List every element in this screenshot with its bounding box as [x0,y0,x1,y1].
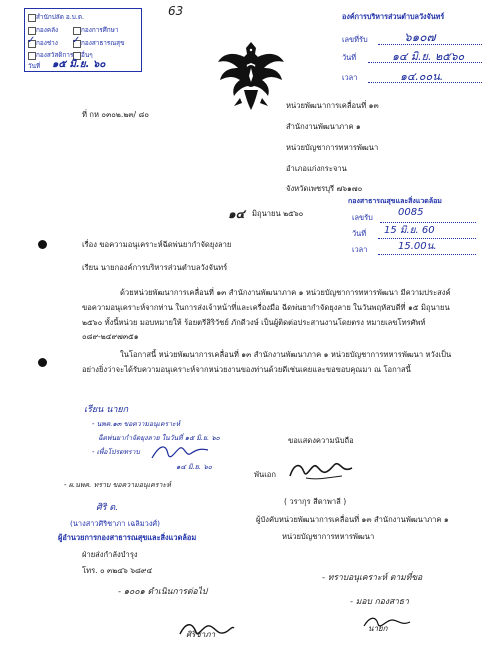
signatory-title-1: ผู้บังคับหน่วยพัฒนาการเคลื่อนที่ ๑๓ สำนักงานพัฒนาภาค ๑ [256,515,449,524]
date-rest: มิถุนายน ๒๕๖๐ [252,209,304,218]
routing-checkbox-5 [28,52,36,60]
dept-time-line [378,254,476,255]
signatory-name: ( วรากุร สีดาพาลี ) [284,497,347,506]
routing-checkmark-3: ✓ [27,35,36,46]
routing-checkbox-0 [28,14,36,22]
sender-line-5: จังหวัดเพชรบุรี ๗๖๑๗๐ [286,184,363,193]
margin-note-line-1: - นพค.๑๓ ขอความอนุเคราะห์ [92,420,181,428]
routing-checkbox-2 [73,27,81,35]
punch-hole-bottom [38,358,47,367]
signatory-signature [286,456,356,490]
dept-date-label: วันที่ [352,229,367,238]
margin-note-heading: เรียน นายก [84,405,129,415]
recipient-line: เรียน นายกองค์การบริหารส่วนตำบลวังจันทร์ [82,263,228,272]
receipt-time-label: เวลา [342,73,358,82]
receipt-time-value: ๑๔.๐๐น. [400,70,444,83]
sender-line-3: หน่วยบัญชาการทหารพัฒนา [286,143,379,152]
punch-hole-top [38,240,47,249]
lower-right-note-2: - มอบ กองสาธา [350,597,409,607]
dept-stamp-org: กองสาธารณสุขและสิ่งแวดล้อม [348,197,442,205]
dept-time-value: 15.00น. [398,241,437,252]
margin-note-line-2: ฉีดพ่นยากำจัดยุงลาย ในวันที่ ๑๕ มิ.ย. ๖๐ [98,434,220,442]
dept-number-label: เลขรับ [352,213,373,222]
margin-note-line-3: - เพื่อโปรดทราบ [92,448,140,456]
bottom-signature-right-mark [362,612,412,636]
routing-label-1: กองคลัง [36,26,59,34]
dept-date-value: 15 มิ.ย. 60 [384,225,435,236]
dept-time-label: เวลา [352,245,368,254]
body-paragraph-2: ในโอกาสนี้ หน่วยพัฒนาการเคลื่อนที่ ๑๓ สำนักงานพัฒนาภาค ๑ หน่วยบัญชาการทหารพัฒนา หวังเป็นอย่างยิ่งว่าจะได้รับความอนุเคราะห์จากหน่วยงานของท่านด้วยดีเช่นเคยและขอขอบคุณมา ณ โอกาสนี้ [82,350,452,374]
lower-left-signer: (นางสาวศิริชาภา เฉลิมวงศ์) [70,519,160,528]
garuda-emblem [216,38,286,112]
receipt-date-value: ๑๔ มิ.ย. ๒๕๖๐ [392,50,465,63]
routing-checkmark-4: ✓ [72,35,81,46]
receipt-number-value: ๖๑๐๗ [404,30,436,44]
lower-left-department: ฝ่ายส่งกำลังบำรุง [82,550,138,559]
corner-number: 63 [168,4,184,18]
routing-label-0: สำนักปลัด อ.บ.ต. [36,13,85,21]
document-number: ที่ กห ๐๓๐๒.๒๓/ ๘๐ [82,110,149,119]
margin-note-date: ๑๔ มิ.ย. ๖๐ [176,463,213,471]
bottom-note: - ๑๐๐๑ ดำเนินการต่อไป [118,587,208,597]
lower-left-phone: โทร. ๐ ๓๒๔๖ ๖๘๙๔ [82,566,153,575]
subject-line: เรื่อง ขอความอนุเคราะห์ฉีดพ่นยากำจัดยุงลาย [82,240,232,249]
lower-right-note-1: - ทราบอนุเคราะห์ ตามที่ขอ [322,573,423,583]
routing-label-5: กองสวัสดิการ [36,51,74,59]
lower-left-signer-title: ผู้อำนวยการกองสาธารณสุขและสิ่งแวดล้อม [58,533,197,542]
bottom-signature-left: ศิริชาภา [186,630,216,639]
routing-label-4: กองสาธารณสุข [81,39,125,47]
receipt-date-label: วันที่ [342,53,357,62]
routing-date-value: ๑๕ มิ.ย. ๖๐ [52,59,106,70]
date-day: ๑๔ [228,207,245,221]
sender-line-1: หน่วยพัฒนาการเคลื่อนที่ ๑๓ [286,101,379,110]
routing-checkbox-1 [28,27,36,35]
body-paragraph-1: ด้วยหน่วยพัฒนาการเคลื่อนที่ ๑๓ สำนักงานพัฒนาภาค ๑ หน่วยบัญชาการทหารพัฒนา มีความประสงค์ขอความอนุเคราะห์จากท่าน ในการส่งเจ้าหน้าที่และเครื่องมือ ฉีดพ่นยากำจัดยุงลาย ในวันพฤหัสบดีที่ ๑๕ มิถุนายน ๒๕๖๐ ทั้งนี้หน่วย มอบหมายให้ ร้อยตรีสิริวัชย์ ภักดีวงษ์ เป็นผู้ติดต่อประสานงานโดยตรง หมายเลขโทรศัพท์ ๐๘๙-๒๔๙๗๓๕๑ [82,288,451,342]
dept-number-value: 0085 [398,207,424,218]
closing-phrase: ขอแสดงความนับถือ [288,436,354,445]
routing-label-2: กองการศึกษา [81,26,119,34]
signatory-rank: พันเอก [254,470,276,479]
sender-line-2: สำนักงานพัฒนาภาค ๑ [286,122,361,131]
routing-label-6: อื่นๆ [81,51,93,59]
routing-label-3: กองช่าง [36,39,58,47]
routing-date-label: วันที่ [28,62,41,70]
lower-left-initials: ศิริ ด. [96,503,119,513]
receipt-number-label: เลขที่รับ [342,35,368,44]
lower-left-note: - ผ.นพค. ทราบ ขอความอนุเคราะห์ [64,481,171,489]
sender-line-4: อำเภอแก่งกระจาน [286,164,347,173]
bottom-signature-right: นายก [368,624,388,633]
receipt-stamp-org: องค์การบริหารส่วนตำบลวังจันทร์ [342,12,445,21]
signatory-title-2: หน่วยบัญชาการทหารพัฒนา [282,532,375,541]
